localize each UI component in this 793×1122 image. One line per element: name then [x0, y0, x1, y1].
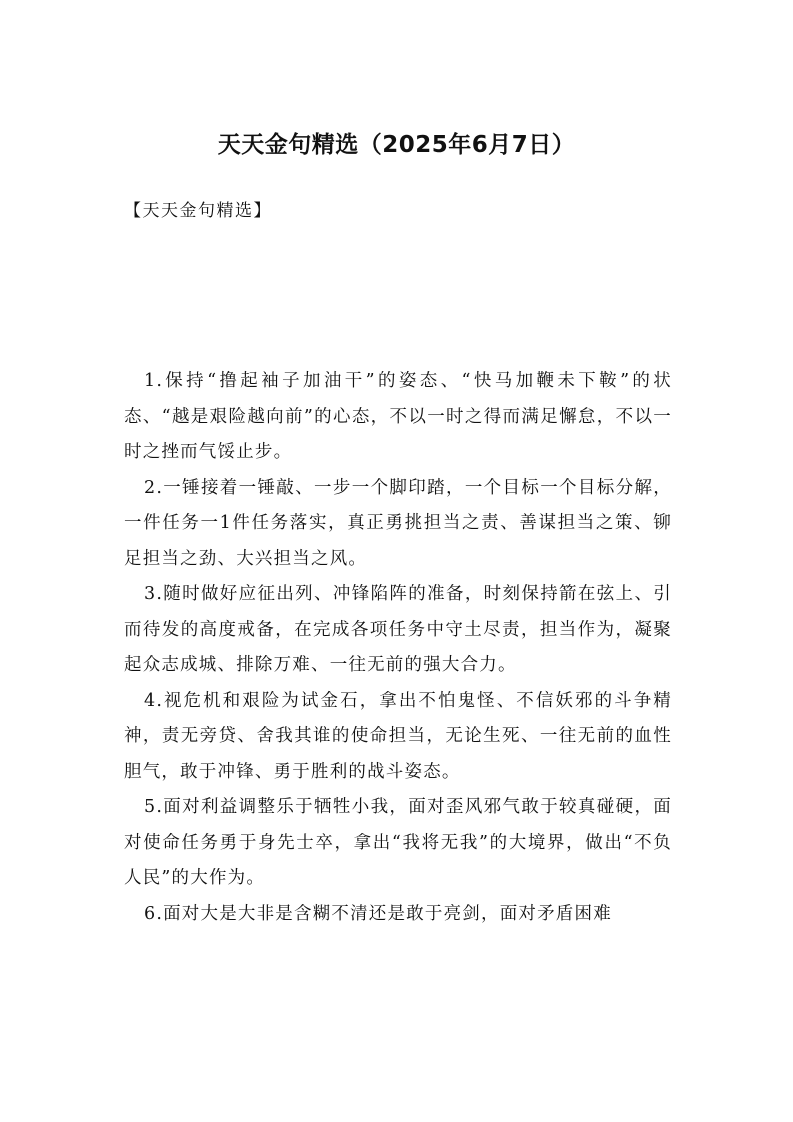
paragraph-3: 3.随时做好应征出列、冲锋陷阵的准备，时刻保持箭在弦上、引而待发的高度戒备，在完成各项任务中守土尽责，担当作为，凝聚起众志成城、排除万难、一往无前的强大合力。 [124, 584, 672, 675]
document-title: 天天金句精选（2025年6月7日） [217, 132, 576, 158]
paragraph-6: 6.面对大是大非是含糊不清还是敢于亮剑，面对矛盾困难 [144, 903, 612, 924]
paragraph-2: 2.一锤接着一锤敲、一步一个脚印踏，一个目标一个目标分解，一件任务一1件任务落实，真正勇挑担当之责、善谋担当之策、铆足担当之劲、大兴担当之风。 [124, 477, 672, 569]
paragraph-4: 4.视危机和艰险为试金石，拿出不怕鬼怪、不信妖邪的斗争精神，责无旁贷、舍我其谁的使命担当，无论生死、一往无前的血性胆气，敢于冲锋、勇于胜利的战斗姿态。 [124, 690, 672, 782]
section-label: 【天天金句精选】 [124, 201, 272, 221]
document-body [124, 364, 672, 932]
paragraph-1: 1.保持“撸起袖子加油干”的姿态、“快马加鞭未下鞍”的状态、“越是艰险越向前”的心态，不以一时之得而满足懈怠，不以一时之挫而气馁止步。 [124, 371, 672, 462]
paragraph-5: 5.面对利益调整乐于牺牲小我，面对歪风邪气敢于较真碰硬，面对使命任务勇于身先士卒，拿出“我将无我”的大境界，做出“不负人民”的大作为。 [124, 797, 672, 888]
